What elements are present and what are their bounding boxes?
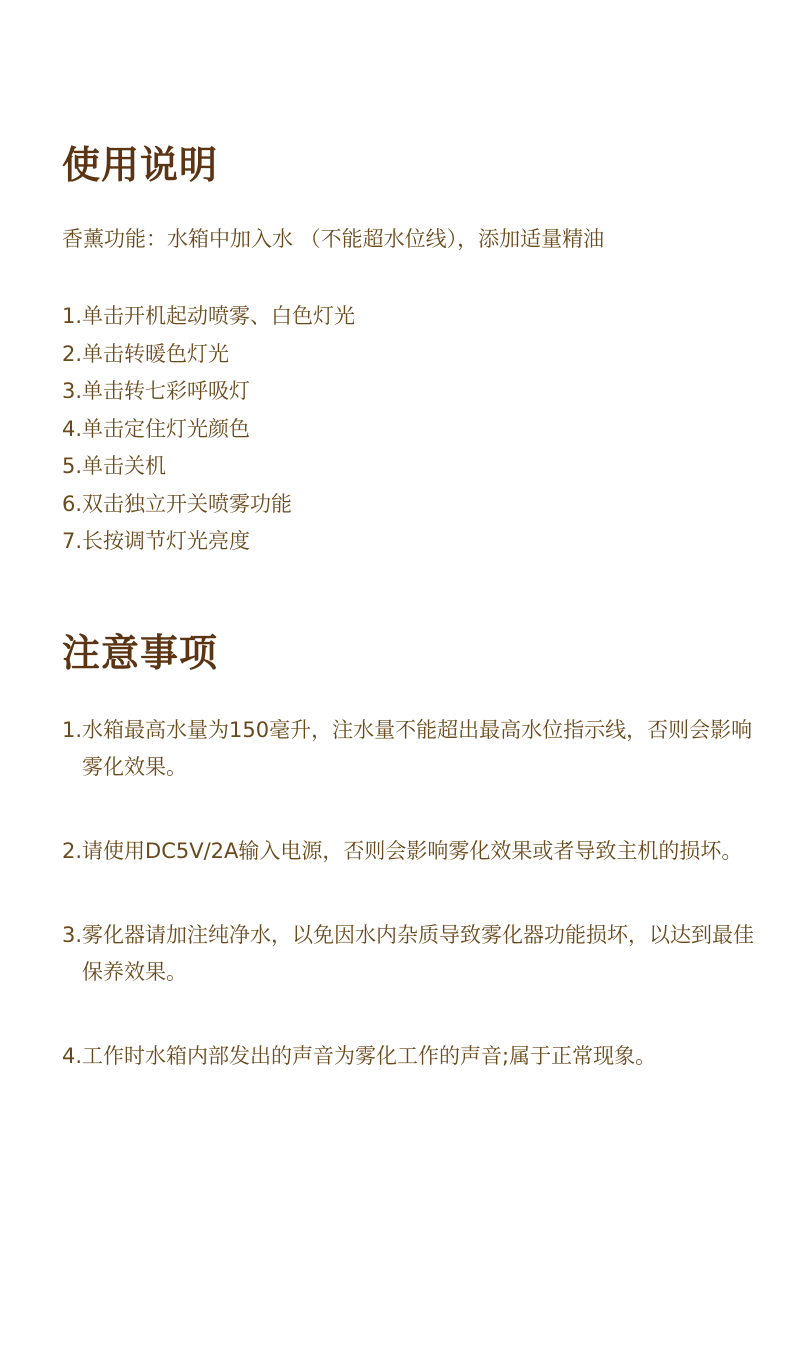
aroma-function-intro: 香薰功能：水箱中加入水 （不能超水位线），添加适量精油 [62,227,605,251]
usage-step: 3.单击转七彩呼吸灯 [62,379,251,403]
precaution-item: 4.工作时水箱内部发出的声音为雾化工作的声音;属于正常现象。 [62,1044,657,1068]
usage-step: 5.单击关机 [62,454,167,478]
precaution-item: 2.请使用DC5V/2A输入电源，否则会影响雾化效果或者导致主机的损坏。 [62,839,743,863]
usage-step: 6.双击独立开关喷雾功能 [62,491,293,516]
usage-instructions-title: 使用说明 [62,143,219,187]
usage-steps-list [62,298,355,561]
usage-step: 2.单击转暖色灯光 [62,341,230,366]
usage-step: 1.单击开机起动喷雾、白色灯光 [62,304,356,328]
usage-step: 7.长按调节灯光亮度 [62,529,251,553]
precautions-list [62,712,772,1075]
usage-step: 4.单击定住灯光颜色 [62,416,251,441]
precautions-title: 注意事项 [62,631,219,675]
precaution-item: 3.雾化器请加注纯净水，以免因水内杂质导致雾化器功能损坏，以达到最佳保养效果。 [62,923,755,984]
precaution-item: 1.水箱最高水量为150毫升，注水量不能超出最高水位指示线，否则会影响雾化效果。 [62,718,753,779]
